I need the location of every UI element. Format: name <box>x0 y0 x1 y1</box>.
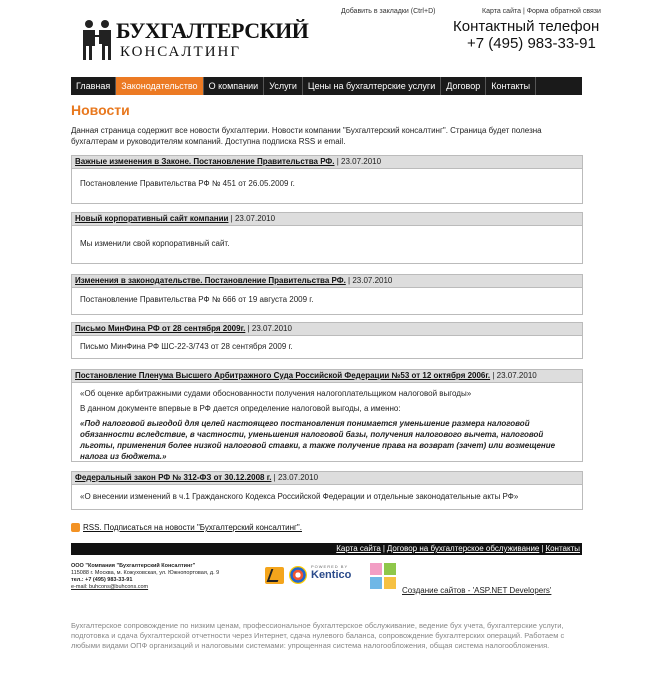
asp-developers-icon[interactable] <box>370 563 397 590</box>
news-date: 23.07.2010 <box>234 214 276 223</box>
main-nav <box>71 77 582 95</box>
phone-title: Контактный телефон <box>453 18 600 35</box>
news-item <box>71 212 583 264</box>
news-title-link[interactable]: Важные изменения в Законе. Постановление Правительства РФ. <box>75 157 335 166</box>
news-item <box>71 322 583 359</box>
news-item <box>71 369 583 462</box>
news-item <box>71 471 583 510</box>
news-header: Постановление Пленума Высшего Арбитражного Суда Российской Федерации №53 от 12 октября 2006г. | 23.07.2010 <box>72 370 582 383</box>
address-street: 115088 г. Москва, м. Кожуховская, ул. Южнопортовая, д. 9 <box>71 570 220 576</box>
news-title-link[interactable]: Изменения в законодательстве. Постановление Правительства РФ. <box>75 276 346 285</box>
news-item <box>71 155 583 204</box>
address-phone: тел.: +7 (495) 983-33-91 <box>71 577 133 583</box>
phone-number: +7 (495) 983-33-91 <box>467 35 596 52</box>
news-body: Постановление Правительства РФ № 666 от 19 августа 2009 г. <box>80 295 314 304</box>
kentico-flower-icon <box>289 566 307 584</box>
business-people-icon <box>80 18 114 60</box>
kentico-powered-by: POWERED BY <box>311 564 349 569</box>
nav-item-contacts[interactable]: Контакты <box>486 77 536 95</box>
bookmark-link[interactable]: Добавить в закладки (Ctrl+D) <box>341 8 436 15</box>
news-header: Важные изменения в Законе. Постановление Правительства РФ. | 23.07.2010 <box>72 156 582 169</box>
footer-link-contacts[interactable]: Контакты <box>545 544 580 553</box>
nav-item-prices[interactable]: Цены на бухгалтерские услуги <box>303 77 441 95</box>
news-body: Постановление Правительства РФ № 451 от 26.05.2009 г. <box>80 179 295 188</box>
footer-link-contract[interactable]: Договор на бухгалтерское обслуживание <box>386 544 540 553</box>
news-body: В данном документе впервые в РФ дается определение налоговой выгоды, а именно: <box>80 404 401 413</box>
news-body: «Об оценке арбитражными судами обоснованности получения налогоплательщиком налоговой выгоды» <box>80 389 472 398</box>
page-title: Новости <box>71 102 130 118</box>
news-body: «О внесении изменений в ч.1 Гражданского Кодекса Российской Федерации и отдельные законодательные акты РФ» <box>80 492 519 501</box>
news-quote: «Под налоговой выгодой для целей настоящего постановления понимается уменьшение размера налоговой обязанности вследствие, в частности, уменьшения налоговой базы, получения налогового вычета, налоговой льготы, применения более низкой налоговой ставки, а также получение права на возврат (зачет) или возмещение налога из бюджета.» <box>80 419 556 461</box>
kentico-name: Kentico <box>311 569 352 581</box>
nav-item-services[interactable]: Услуги <box>264 77 303 95</box>
footer-bar: Карта сайта | Договор на бухгалтерское обслуживание | Контакты <box>71 543 582 555</box>
asp-icon-square <box>370 577 382 589</box>
news-header: Федеральный закон РФ № 312-ФЗ от 30.12.2008 г. | 23.07.2010 <box>72 472 582 485</box>
nav-item-contract[interactable]: Договор <box>441 77 486 95</box>
news-title-link[interactable]: Федеральный закон РФ № 312-ФЗ от 30.12.2008 г. <box>75 473 272 482</box>
top-links[interactable]: Карта сайта | Форма обратной связи <box>482 8 601 15</box>
kentico-logo[interactable] <box>289 564 352 586</box>
news-title-link[interactable]: Новый корпоративный сайт компании <box>75 214 229 223</box>
logo-title: БУХГАЛТЕРСКИЙ <box>116 18 309 43</box>
seo-text: Бухгалтерское сопровождение по низким ценам, профессиональное бухгалтерское обслуживание, ведение бух учета, бухгалтерские услуги, подготовка и сдача бухгалтерской отчетности через Интернет, сдача нулевого баланса, сопровождение бухгалтерских операций. Работаем с любыми видами ОПФ организаций и налоговыми системами: упрощенная система налогообложения, общая система налогообложения. <box>71 621 565 650</box>
intro-text: Данная страница содержит все новости бухгалтерии. Новости компании "Бухгалтерский консалтинг". Страница будет полезна бухгалтерам и руководителям компаний. Доступна подписка RSS и email. <box>71 126 542 146</box>
address-company: ООО "Компания "Бухгалтерский Консалтинг" <box>71 563 196 569</box>
nav-item-about[interactable]: О компании <box>204 77 265 95</box>
news-title-link[interactable]: Письмо МинФина РФ от 28 сентября 2009г. <box>75 324 246 333</box>
news-item <box>71 274 583 315</box>
nav-item-legislation[interactable]: Законодательство <box>116 77 203 95</box>
partner-logo[interactable] <box>265 567 284 584</box>
news-date: 23.07.2010 <box>251 324 292 333</box>
news-title-link[interactable]: Постановление Пленума Высшего Арбитражного Суда Российской Федерации №53 от 12 октября 2006г. <box>75 371 491 380</box>
news-date: 23.07.2010 <box>352 276 393 285</box>
news-body: Письмо МинФина РФ ШС-22-3/743 от 28 сентября 2009 г. <box>80 342 293 351</box>
asp-icon-square <box>384 563 396 575</box>
site-logo[interactable] <box>80 14 309 62</box>
news-date: 23.07.2010 <box>496 371 537 380</box>
news-header: Изменения в законодательстве. Постановление Правительства РФ. | 23.07.2010 <box>72 275 582 288</box>
rss-link[interactable]: RSS. Подписаться на новости "Бухгалтерский консалтинг". <box>83 523 302 532</box>
news-header: Новый корпоративный сайт компании | 23.07.2010 <box>72 213 582 226</box>
news-date: 23.07.2010 <box>341 157 382 166</box>
news-body: Мы изменили свой корпоративный сайт. <box>80 239 230 248</box>
rss-subscribe[interactable] <box>71 523 302 532</box>
partner-logo-mark <box>267 569 283 582</box>
nav-item-home[interactable]: Главная <box>71 77 116 95</box>
asp-icon-square <box>384 577 396 589</box>
asp-icon-square <box>370 563 382 575</box>
address-email[interactable]: e-mail: buhcons@buhcons.com <box>71 584 149 590</box>
company-address <box>71 563 219 591</box>
footer-link-sitemap[interactable]: Карта сайта <box>336 544 381 553</box>
logo-subtitle: КОНСАЛТИНГ <box>120 44 242 60</box>
news-date: 23.07.2010 <box>277 473 319 482</box>
news-header: Письмо МинФина РФ от 28 сентября 2009г. | 23.07.2010 <box>72 323 582 336</box>
site-creation-link[interactable]: Создание сайтов - 'ASP.NET Developers' <box>402 586 552 595</box>
rss-icon <box>71 523 80 532</box>
